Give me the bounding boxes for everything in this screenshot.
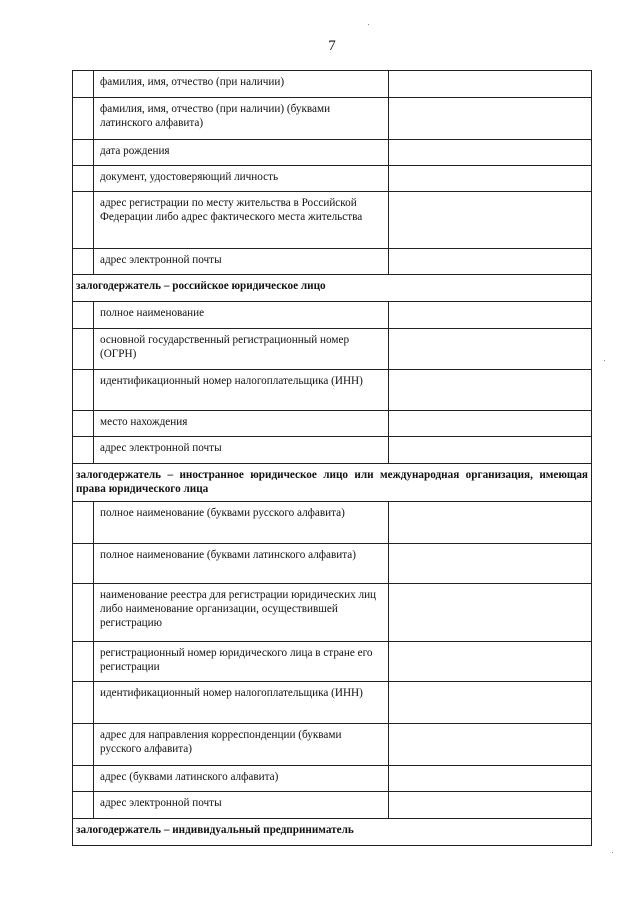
- field-row: [73, 71, 592, 98]
- field-row: [73, 502, 592, 544]
- indent-cell: [73, 71, 94, 98]
- indent-cell: [73, 411, 94, 437]
- field-label: адрес регистрации по месту жительства в Российской Федерации либо адрес фактического места жительства: [94, 192, 389, 249]
- field-label: адрес электронной почты: [94, 792, 389, 819]
- field-row: [73, 766, 592, 792]
- indent-cell: [73, 724, 94, 766]
- field-row: [73, 140, 592, 166]
- indent-cell: [73, 98, 94, 140]
- field-label: адрес для направления корреспонденции (буквами русского алфавита): [94, 724, 389, 766]
- field-label: место нахождения: [94, 411, 389, 437]
- section-header-row: [73, 819, 592, 846]
- field-label: полное наименование (буквами русского алфавита): [94, 502, 389, 544]
- indent-cell: [73, 502, 94, 544]
- indent-cell: [73, 792, 94, 819]
- field-row: [73, 642, 592, 682]
- indent-cell: [73, 584, 94, 642]
- indent-cell: [73, 642, 94, 682]
- field-row: [73, 682, 592, 724]
- field-label: идентификационный номер налогоплательщика (ИНН): [94, 370, 389, 411]
- pledgee-form-table: [72, 70, 592, 846]
- field-value-cell[interactable]: [389, 192, 592, 249]
- field-value-cell[interactable]: [389, 370, 592, 411]
- field-value-cell[interactable]: [389, 249, 592, 275]
- field-label: адрес электронной почты: [94, 249, 389, 275]
- indent-cell: [73, 166, 94, 192]
- page-number: 7: [328, 38, 336, 54]
- field-row: [73, 792, 592, 819]
- field-value-cell[interactable]: [389, 98, 592, 140]
- field-row: [73, 166, 592, 192]
- section-header-row: [73, 275, 592, 302]
- indent-cell: [73, 329, 94, 370]
- field-label: полное наименование (буквами латинского алфавита): [94, 544, 389, 584]
- field-label: фамилия, имя, отчество (при наличии): [94, 71, 389, 98]
- section-header: залогодержатель – российское юридическое лицо: [73, 275, 592, 302]
- scan-artifact: [368, 24, 369, 25]
- section-header: залогодержатель – иностранное юридическое лицо или международная организация, имеющая права юридического лица: [73, 464, 592, 502]
- field-label: адрес (буквами латинского алфавита): [94, 766, 389, 792]
- field-label: идентификационный номер налогоплательщика (ИНН): [94, 682, 389, 724]
- field-row: [73, 411, 592, 437]
- indent-cell: [73, 370, 94, 411]
- scan-artifact: [604, 360, 605, 361]
- field-label: дата рождения: [94, 140, 389, 166]
- field-value-cell[interactable]: [389, 766, 592, 792]
- field-row: [73, 302, 592, 329]
- indent-cell: [73, 682, 94, 724]
- field-row: [73, 544, 592, 584]
- indent-cell: [73, 302, 94, 329]
- indent-cell: [73, 192, 94, 249]
- field-label: фамилия, имя, отчество (при наличии) (буквами латинского алфавита): [94, 98, 389, 140]
- field-row: [73, 584, 592, 642]
- field-value-cell[interactable]: [389, 302, 592, 329]
- indent-cell: [73, 437, 94, 464]
- field-label: регистрационный номер юридического лица в стране его регистрации: [94, 642, 389, 682]
- field-value-cell[interactable]: [389, 682, 592, 724]
- field-value-cell[interactable]: [389, 411, 592, 437]
- field-value-cell[interactable]: [389, 329, 592, 370]
- field-row: [73, 98, 592, 140]
- field-label: адрес электронной почты: [94, 437, 389, 464]
- field-row: [73, 437, 592, 464]
- field-row: [73, 192, 592, 249]
- field-value-cell[interactable]: [389, 166, 592, 192]
- field-value-cell[interactable]: [389, 437, 592, 464]
- field-value-cell[interactable]: [389, 792, 592, 819]
- indent-cell: [73, 249, 94, 275]
- scan-artifact: [612, 852, 613, 853]
- section-header: залогодержатель – индивидуальный предприниматель: [73, 819, 592, 846]
- field-label: полное наименование: [94, 302, 389, 329]
- field-value-cell[interactable]: [389, 71, 592, 98]
- field-value-cell[interactable]: [389, 502, 592, 544]
- field-value-cell[interactable]: [389, 544, 592, 584]
- field-value-cell[interactable]: [389, 584, 592, 642]
- indent-cell: [73, 766, 94, 792]
- field-row: [73, 724, 592, 766]
- indent-cell: [73, 140, 94, 166]
- field-label: наименование реестра для регистрации юридических лиц либо наименование организации, осуществившей регистрацию: [94, 584, 389, 642]
- field-value-cell[interactable]: [389, 642, 592, 682]
- field-value-cell[interactable]: [389, 724, 592, 766]
- indent-cell: [73, 544, 94, 584]
- field-row: [73, 249, 592, 275]
- field-label: основной государственный регистрационный номер (ОГРН): [94, 329, 389, 370]
- field-label: документ, удостоверяющий личность: [94, 166, 389, 192]
- section-header-row: [73, 464, 592, 502]
- field-row: [73, 370, 592, 411]
- field-value-cell[interactable]: [389, 140, 592, 166]
- field-row: [73, 329, 592, 370]
